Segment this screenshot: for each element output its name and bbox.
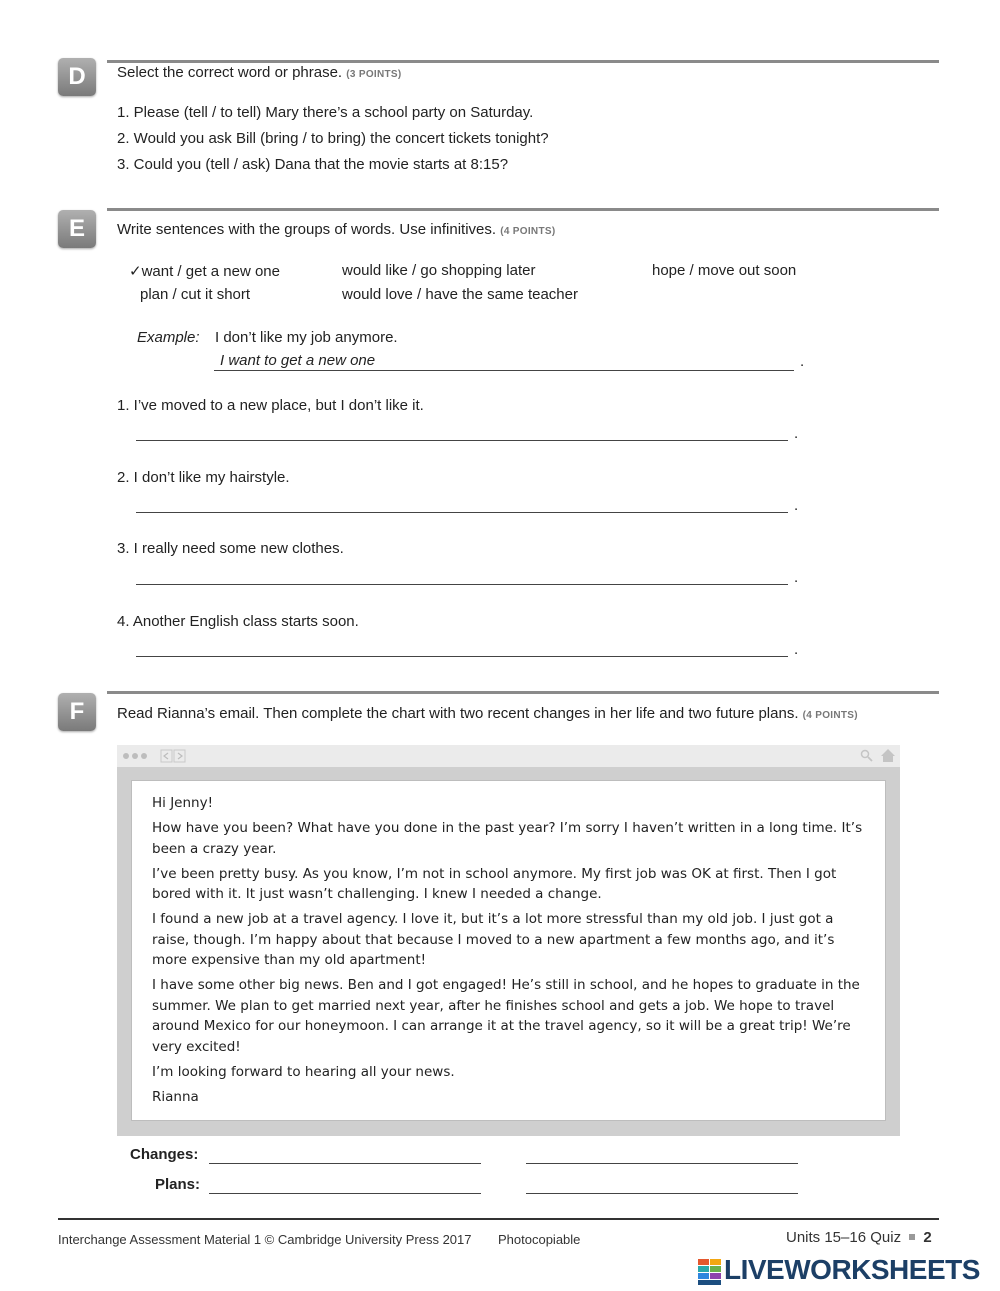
email-text	[152, 793, 872, 1112]
section-e-rule	[107, 208, 939, 211]
email-signature: Rianna	[152, 1088, 199, 1105]
section-d-item-2[interactable]: 2. Would you ask Bill (bring / to bring) the concert tickets tonight?	[117, 130, 549, 147]
changes-label: Changes:	[130, 1146, 199, 1163]
email-body	[132, 781, 885, 1120]
liveworksheets-logo-text: LIVEWORKSHEETS	[724, 1254, 980, 1285]
section-e-item-3: 3. I really need some new clothes.	[117, 540, 344, 557]
email-paragraph: I found a new job at a travel agency. I love it, but it’s a lot more stressful than my old job. I just got a raise, though. I’m happy about that because I moved to a new apartment a few months ago, and it’s more expensive than my old apartment!	[152, 911, 835, 968]
answer-period-3: .	[794, 569, 799, 586]
section-e-points: (4 POINTS)	[500, 226, 556, 237]
example-prompt: I don’t like my job anymore.	[215, 329, 398, 346]
answer-line-4[interactable]	[136, 656, 788, 657]
section-f-rule	[107, 691, 939, 694]
changes-blank-2[interactable]	[526, 1163, 798, 1164]
email-paragraph: I’ve been pretty busy. As you know, I’m not in school anymore. My first job was OK at first. Then I got bored with it. It just wasn’t challenging. I knew I needed a change.	[152, 865, 837, 902]
word-box-item: would like / go shopping later	[342, 262, 536, 279]
section-e-item-2: 2. I don’t like my hairstyle.	[117, 469, 290, 486]
answer-period-4: .	[794, 641, 799, 658]
section-d-badge: D	[58, 58, 96, 96]
section-e-badge: E	[58, 210, 96, 248]
plans-label: Plans:	[155, 1176, 201, 1193]
answer-period-1: .	[794, 425, 799, 442]
footer-quiz: Units 15–16 Quiz 2	[786, 1229, 932, 1246]
email-paragraph: I’m looking forward to hearing all your news.	[152, 1063, 455, 1080]
section-f-points: (4 POINTS)	[802, 710, 858, 721]
answer-period-2: .	[794, 497, 799, 514]
liveworksheets-logo	[698, 1254, 992, 1288]
footer-rule	[58, 1218, 939, 1220]
email-paragraph: I have some other big news. Ben and I got engaged! He’s still in school, and he hopes to graduate in the summer. We plan to get married next year, after he finishes school and gets a job. We hope to travel around Mexico for our honeymoon. I can arrange it at the travel agency, so it will be a great trip! We’re very excited!	[152, 977, 860, 1055]
section-d-instruction: Select the correct word or phrase. (3 POINTS)	[117, 64, 402, 81]
changes-blank-1[interactable]	[209, 1163, 481, 1164]
plans-blank-1[interactable]	[209, 1193, 481, 1194]
example-answer: I want to get a new one	[220, 352, 376, 369]
example-period: .	[800, 353, 805, 370]
email-paragraph: How have you been? What have you done in the past year? I’m sorry I haven’t written in a long time. It’s been a crazy year.	[152, 820, 863, 857]
word-box-item: would love / have the same teacher	[342, 286, 578, 303]
email-window	[117, 745, 900, 1136]
section-e-item-1: 1. I’ve moved to a new place, but I don’t like it.	[117, 397, 424, 414]
section-d-item-1[interactable]: 1. Please (tell / to tell) Mary there’s a school party on Saturday.	[117, 104, 534, 121]
section-e-instruction: Write sentences with the groups of words. Use infinitives. (4 POINTS)	[117, 221, 556, 238]
footer-photocopiable: Photocopiable	[498, 1232, 581, 1247]
answer-line-2[interactable]	[136, 512, 788, 513]
email-greeting: Hi Jenny!	[152, 795, 213, 811]
example-answer-line	[214, 370, 794, 371]
word-box-item: plan / cut it short	[140, 286, 251, 303]
footer-copyright: Interchange Assessment Material 1 © Cambridge University Press 2017	[58, 1232, 472, 1247]
plans-blank-2[interactable]	[526, 1193, 798, 1194]
section-d-rule	[107, 60, 939, 63]
section-e-item-4: 4. Another English class starts soon.	[117, 613, 359, 630]
email-toolbar	[117, 745, 900, 767]
section-f-instruction: Read Rianna’s email. Then complete the chart with two recent changes in her life and two future plans. (4 POINTS)	[117, 705, 858, 722]
answer-line-1[interactable]	[136, 440, 788, 441]
separator-icon	[909, 1234, 915, 1240]
section-d-item-3[interactable]: 3. Could you (tell / ask) Dana that the movie starts at 8:15?	[117, 156, 509, 173]
section-d-points: (3 POINTS)	[346, 69, 402, 80]
section-f-badge: F	[58, 693, 96, 731]
liveworksheets-logo-icon	[698, 1259, 722, 1285]
example-label: Example:	[137, 329, 200, 346]
word-box-item: hope / move out soon	[652, 262, 797, 279]
browser-controls-icon	[117, 745, 900, 767]
word-box-item: ✓want / get a new one	[129, 263, 280, 280]
answer-line-3[interactable]	[136, 584, 788, 585]
